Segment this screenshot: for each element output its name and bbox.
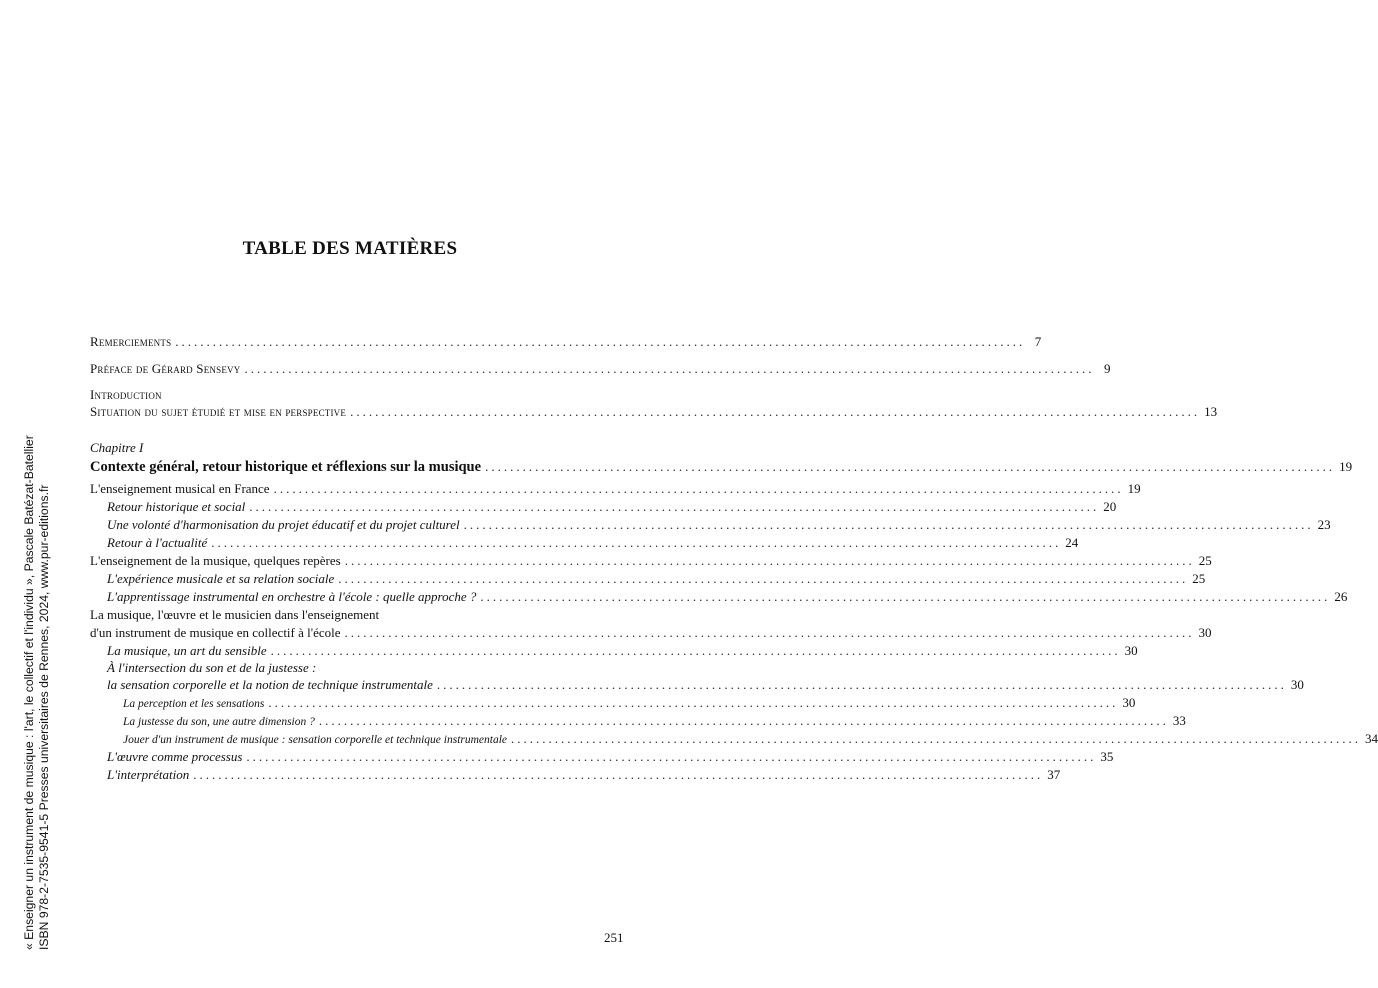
toc-entry-text: L'interprétation xyxy=(107,767,190,782)
toc-entry-page: 33 xyxy=(1172,713,1186,728)
leader-dots: ........................................................................................................................................ xyxy=(268,695,1119,710)
toc-entry-text: d'un instrument de musique en collectif à l'école xyxy=(90,625,341,640)
leader-dots: ........................................................................................................................................ xyxy=(338,571,1189,586)
toc-entry-page: 7 xyxy=(1034,334,1042,349)
toc-subentry-line1: À l'intersection du son et de la justesse : xyxy=(107,660,317,675)
leader-dots: ........................................................................................................................................ xyxy=(344,625,1195,640)
toc-entry-page: 25 xyxy=(1198,553,1212,568)
toc-entry-text: Retour à l'actualité xyxy=(107,535,208,550)
toc-entry-text: L'expérience musicale et sa relation sociale xyxy=(107,571,335,586)
leader-dots: ........................................................................................................................................ xyxy=(350,404,1201,419)
toc-entry-page: 9 xyxy=(1103,361,1111,376)
toc-subsubentry[interactable] xyxy=(123,695,1136,712)
toc-subentry[interactable] xyxy=(107,677,1304,693)
toc-subentry[interactable] xyxy=(107,589,1348,605)
leader-dots: ........................................................................................................................................ xyxy=(249,499,1100,514)
leader-dots: ........................................................................................................................................ xyxy=(511,731,1362,746)
leader-dots: ........................................................................................................................................ xyxy=(270,643,1121,658)
toc-entry-page: 30 xyxy=(1290,677,1304,692)
toc-chapter-label: Chapitre I xyxy=(90,440,144,455)
toc-entry[interactable] xyxy=(90,481,1141,497)
toc-entry-text: Remerciements xyxy=(90,334,172,349)
toc-entry-page: 37 xyxy=(1047,767,1061,782)
toc-entry-text: Préface de Gérard Sensevy xyxy=(90,361,241,376)
toc-subsubentry[interactable] xyxy=(123,731,1378,748)
leader-dots: ........................................................................................................................................ xyxy=(436,677,1287,692)
toc-entry-page: 13 xyxy=(1204,404,1218,419)
sidebar-citation: « Enseigner un instrument de musique : l'art, le collectif et l'individu », Pascale Batézat-Batellier xyxy=(22,435,36,950)
toc-subentry[interactable] xyxy=(107,517,1331,533)
toc-subentry[interactable] xyxy=(107,499,1117,515)
toc-entry-text: Contexte général, retour historique et réflexions sur la musique xyxy=(90,459,482,475)
leader-dots: ........................................................................................................................................ xyxy=(246,749,1097,764)
leader-dots: ........................................................................................................................................ xyxy=(193,767,1044,782)
toc-entry-page: 34 xyxy=(1365,731,1378,746)
leader-dots: ........................................................................................................................................ xyxy=(480,589,1331,604)
toc-entry-text: L'enseignement de la musique, quelques repères xyxy=(90,553,341,568)
leader-dots: ........................................................................................................................................ xyxy=(463,517,1314,532)
toc-entry-preface[interactable] xyxy=(90,361,1111,377)
toc-subentry[interactable] xyxy=(107,571,1206,587)
toc-entry-text: L'œuvre comme processus xyxy=(107,749,243,764)
toc-entry-page: 24 xyxy=(1065,535,1079,550)
toc-subsubentry[interactable] xyxy=(123,713,1186,730)
toc-entry-page: 30 xyxy=(1124,643,1138,658)
toc-chapter-title[interactable] xyxy=(90,459,1353,475)
toc-entry-line1: La musique, l'œuvre et le musicien dans l'enseignement xyxy=(90,607,380,622)
toc-entry-page: 35 xyxy=(1100,749,1114,764)
toc-entry-text: la sensation corporelle et la notion de technique instrumentale xyxy=(107,677,433,692)
sidebar-isbn: ISBN 978-2-7535-9541-5 Presses universitaires de Rennes, 2024, www.pur-editions.fr xyxy=(37,484,51,950)
toc-entry-text: Une volonté d'harmonisation du projet éducatif et du projet culturel xyxy=(107,517,460,532)
toc-entry-text: La musique, un art du sensible xyxy=(107,643,267,658)
leader-dots: ........................................................................................................................................ xyxy=(175,334,1026,349)
toc-entry-page: 19 xyxy=(1127,481,1141,496)
toc-entry-text: La perception et les sensations xyxy=(123,698,265,710)
toc-entry-text: La justesse du son, une autre dimension ? xyxy=(123,716,315,728)
toc-entry-text: Situation du sujet étudié et mise en perspective xyxy=(90,404,347,419)
toc-entry-text: Retour historique et social xyxy=(107,499,246,514)
toc-subentry[interactable] xyxy=(107,749,1114,765)
leader-dots: ........................................................................................................................................ xyxy=(485,459,1336,474)
toc-entry[interactable] xyxy=(90,553,1212,569)
toc-entry-text: L'apprentissage instrumental en orchestre à l'école : quelle approche ? xyxy=(107,589,477,604)
leader-dots: ........................................................................................................................................ xyxy=(244,361,1095,376)
toc-entry[interactable] xyxy=(90,625,1212,641)
page-title: TABLE DES MATIÈRES xyxy=(242,238,458,259)
toc-subentry[interactable] xyxy=(107,535,1079,551)
toc-subentry[interactable] xyxy=(107,643,1138,659)
toc-entry-situation[interactable] xyxy=(90,404,1218,420)
toc-introduction-label: Introduction xyxy=(90,387,162,402)
toc-entry-page: 19 xyxy=(1339,459,1353,474)
leader-dots: ........................................................................................................................................ xyxy=(273,481,1124,496)
toc-subentry[interactable] xyxy=(107,767,1061,783)
toc-entry-page: 30 xyxy=(1198,625,1212,640)
leader-dots: ........................................................................................................................................ xyxy=(344,553,1195,568)
toc-entry-page: 20 xyxy=(1103,499,1117,514)
toc-entry-page: 23 xyxy=(1317,517,1331,532)
toc-entry-page: 26 xyxy=(1334,589,1348,604)
toc-entry-page: 30 xyxy=(1122,695,1136,710)
toc-entry-text: Jouer d'un instrument de musique : sensation corporelle et technique instrumentale xyxy=(123,734,508,746)
leader-dots: ........................................................................................................................................ xyxy=(318,713,1169,728)
page-number: 251 xyxy=(604,930,624,945)
toc-entry-remerciements[interactable] xyxy=(90,334,1042,350)
leader-dots: ........................................................................................................................................ xyxy=(211,535,1062,550)
toc-entry-text: L'enseignement musical en France xyxy=(90,481,270,496)
toc-entry-page: 25 xyxy=(1192,571,1206,586)
